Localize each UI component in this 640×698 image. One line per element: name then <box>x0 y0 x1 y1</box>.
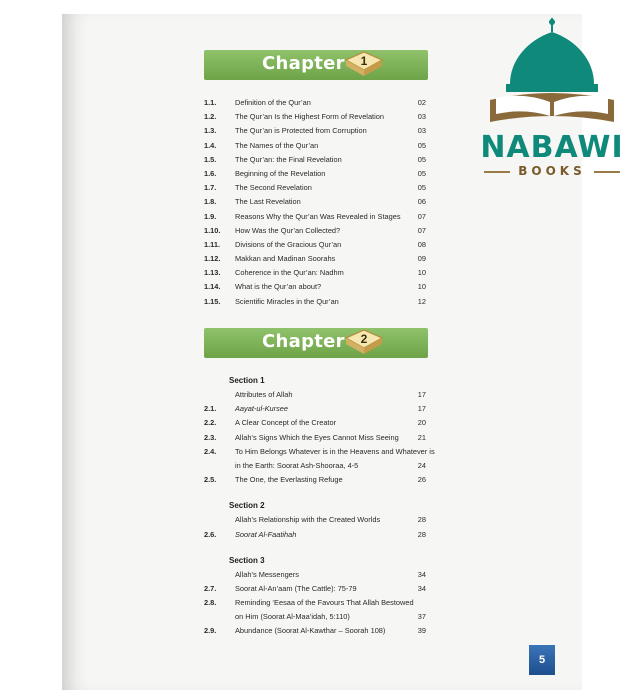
toc-entry <box>204 124 426 138</box>
toc-entry <box>204 459 426 473</box>
toc-entry-page: 08 <box>417 239 426 249</box>
toc-entry <box>204 238 426 252</box>
toc-entry <box>204 266 426 280</box>
page-number-badge: 5 <box>529 645 555 675</box>
toc-entry-title: Soorat Al-An’aam (The Cattle): 75-79 <box>235 583 357 593</box>
toc-entry <box>204 402 426 416</box>
toc-entry-page: 17 <box>417 404 426 414</box>
toc-entry-page: 12 <box>417 296 426 306</box>
toc-entry-number: 1.3. <box>204 126 217 136</box>
logo-divider-right <box>594 171 620 173</box>
toc-entry-number: 1.4. <box>204 140 217 150</box>
toc-entry-page: 24 <box>417 460 426 470</box>
toc-entry-number: 2.7. <box>204 583 217 593</box>
toc-entry <box>204 445 435 459</box>
toc-entry <box>204 610 426 624</box>
nabawi-books-logo <box>466 14 638 184</box>
toc-entry <box>204 153 426 167</box>
open-book-icon <box>344 324 384 358</box>
toc-entry <box>204 596 426 610</box>
toc-entry-number: 1.15. <box>204 296 221 306</box>
toc-entry-number: 2.8. <box>204 598 217 608</box>
toc-entry <box>204 624 426 638</box>
toc-entry-title: Aayat-ul-Kursee <box>235 404 288 414</box>
section-heading: Section 3 <box>229 555 265 565</box>
toc-entry-title: on Him (Soorat Al-Maa’idah, 5:110) <box>235 612 350 622</box>
toc-entry-page: 03 <box>417 112 426 122</box>
chapter-2-number: 2 <box>360 332 368 346</box>
toc-entry-number: 1.12. <box>204 254 221 264</box>
toc-entry <box>204 473 426 487</box>
toc-entry <box>204 431 426 445</box>
toc-entry-title: The Last Revelation <box>235 197 301 207</box>
toc-entry <box>204 528 426 542</box>
toc-entry-title: The Qur’an Is the Highest Form of Revelation <box>235 112 384 122</box>
toc-entry-title: The Qur’an: the Final Revelation <box>235 154 342 164</box>
chapter-1-number: 1 <box>360 54 368 68</box>
toc-entry-page: 05 <box>417 183 426 193</box>
toc-entry-page: 28 <box>417 529 426 539</box>
toc-entry-title: Abundance (Soorat Al-Kawthar – Soorah 108) <box>235 626 386 636</box>
toc-entry-title: Scientific Miracles in the Qur’an <box>235 296 339 306</box>
toc-entry <box>204 96 426 110</box>
toc-entry <box>204 181 426 195</box>
toc-entry-title: A Clear Concept of the Creator <box>235 418 337 428</box>
toc-entry <box>204 167 426 181</box>
toc-entry-page: 05 <box>417 140 426 150</box>
toc-entry-title: The Second Revelation <box>235 183 312 193</box>
toc-entry-page: 37 <box>417 612 426 622</box>
toc-entry <box>204 210 426 224</box>
toc-entry-title: Allah’s Signs Which the Eyes Cannot Miss Seeing <box>235 432 399 442</box>
toc-entry-title: How Was the Qur’an Collected? <box>235 225 341 235</box>
toc-entry-page: 17 <box>417 390 426 399</box>
chapter-1-toc <box>204 96 426 309</box>
toc-entry-number: 1.9. <box>204 211 217 221</box>
toc-entry-title: Allah’s Relationship with the Created Worlds <box>235 515 381 525</box>
toc-entry-title: Reminding ‘Eesaa of the Favours That Allah Bestowed <box>235 598 414 608</box>
toc-entry-title: What is the Qur’an about? <box>235 282 322 292</box>
toc-entry <box>204 139 426 153</box>
toc-entry-number: 1.14. <box>204 282 221 292</box>
toc-entry-page: 03 <box>417 126 426 136</box>
section-gap <box>204 487 426 499</box>
toc-entry-number: 2.6. <box>204 529 217 539</box>
toc-entry-number: 2.1. <box>204 404 217 414</box>
toc-entry-title: Soorat Al-Faatihah <box>235 529 297 539</box>
mosque-dome-book-icon <box>466 14 638 130</box>
toc-entry-number: 2.4. <box>204 446 217 456</box>
toc-entry-page: 26 <box>417 475 426 485</box>
logo-brand-text: NABAWI <box>480 130 624 165</box>
toc-entry-number: 1.1. <box>204 98 217 107</box>
section-heading: Section 2 <box>229 501 265 511</box>
toc-entry <box>204 195 426 209</box>
toc-entry <box>204 224 426 238</box>
chapter-1-label: Chapter <box>262 53 345 74</box>
toc-entry-title: The Qur’an is Protected from Corruption <box>235 126 367 136</box>
toc-entry <box>204 388 426 402</box>
toc-entry-number: 1.13. <box>204 268 221 278</box>
toc-entry-title: Definition of the Qur’an <box>235 98 311 107</box>
toc-entry-number: 2.3. <box>204 432 217 442</box>
toc-entry-number: 1.10. <box>204 225 221 235</box>
toc-entry <box>204 252 426 266</box>
toc-entry <box>204 416 426 430</box>
toc-entry <box>204 582 426 596</box>
chapter-2-label: Chapter <box>262 331 345 352</box>
toc-entry-page: 34 <box>417 569 426 579</box>
toc-entry <box>204 295 426 309</box>
section-heading: Section 1 <box>229 376 265 385</box>
toc-entry-page: 09 <box>417 254 426 264</box>
toc-entry-number: 1.7. <box>204 183 217 193</box>
toc-entry-page: 28 <box>417 515 426 525</box>
toc-entry-title: Attributes of Allah <box>235 390 293 399</box>
toc-entry-page: 05 <box>417 168 426 178</box>
toc-entry <box>204 280 426 294</box>
chapter-1-banner <box>204 50 428 80</box>
toc-entry-page: 21 <box>417 432 426 442</box>
toc-entry-page: 06 <box>417 197 426 207</box>
toc-entry-title: Coherence in the Qur’an: Nadhm <box>235 268 344 278</box>
toc-entry-title: Divisions of the Gracious Qur’an <box>235 239 342 249</box>
toc-entry-title: Reasons Why the Qur’an Was Revealed in Stages <box>235 211 401 221</box>
chapter-2-toc <box>204 374 435 639</box>
section-gap <box>204 542 426 554</box>
toc-entry-page: 07 <box>417 225 426 235</box>
toc-entry-title: in the Earth: Soorat Ash-Shooraa, 4-5 <box>235 460 359 470</box>
toc-entry-page: 20 <box>417 418 426 428</box>
toc-entry-title: Makkan and Madinan Soorahs <box>235 254 336 264</box>
toc-entry-page: 07 <box>417 211 426 221</box>
toc-entry-number: 1.11. <box>204 239 221 249</box>
toc-entry-page: 02 <box>417 98 426 107</box>
chapter-2-banner <box>204 328 428 358</box>
toc-entry-page: 05 <box>417 154 426 164</box>
toc-entry-number: 1.8. <box>204 197 217 207</box>
toc-entry-number: 2.5. <box>204 475 217 485</box>
toc-entry-page: 39 <box>417 626 426 636</box>
toc-entry-title: To Him Belongs Whatever is in the Heavens and Whatever is <box>235 446 435 456</box>
toc-entry-title: The One, the Everlasting Refuge <box>235 475 343 485</box>
toc-entry <box>204 513 426 527</box>
toc-entry-page: 10 <box>417 282 426 292</box>
toc-entry-number: 1.2. <box>204 112 217 122</box>
toc-entry-number: 2.9. <box>204 626 217 636</box>
toc-entry-number: 1.5. <box>204 154 217 164</box>
toc-entry-title: Allah’s Messengers <box>235 569 299 579</box>
toc-entry-title: The Names of the Qur’an <box>235 140 319 150</box>
toc-entry-title: Beginning of the Revelation <box>235 168 326 178</box>
toc-entry <box>204 568 426 582</box>
toc-entry-page: 34 <box>417 583 426 593</box>
toc-entry-number: 2.2. <box>204 418 217 428</box>
logo-sub-text: BOOKS <box>518 164 586 178</box>
open-book-icon <box>344 46 384 80</box>
toc-entry-page: 10 <box>417 268 426 278</box>
toc-entry-number: 1.6. <box>204 168 217 178</box>
toc-entry <box>204 110 426 124</box>
